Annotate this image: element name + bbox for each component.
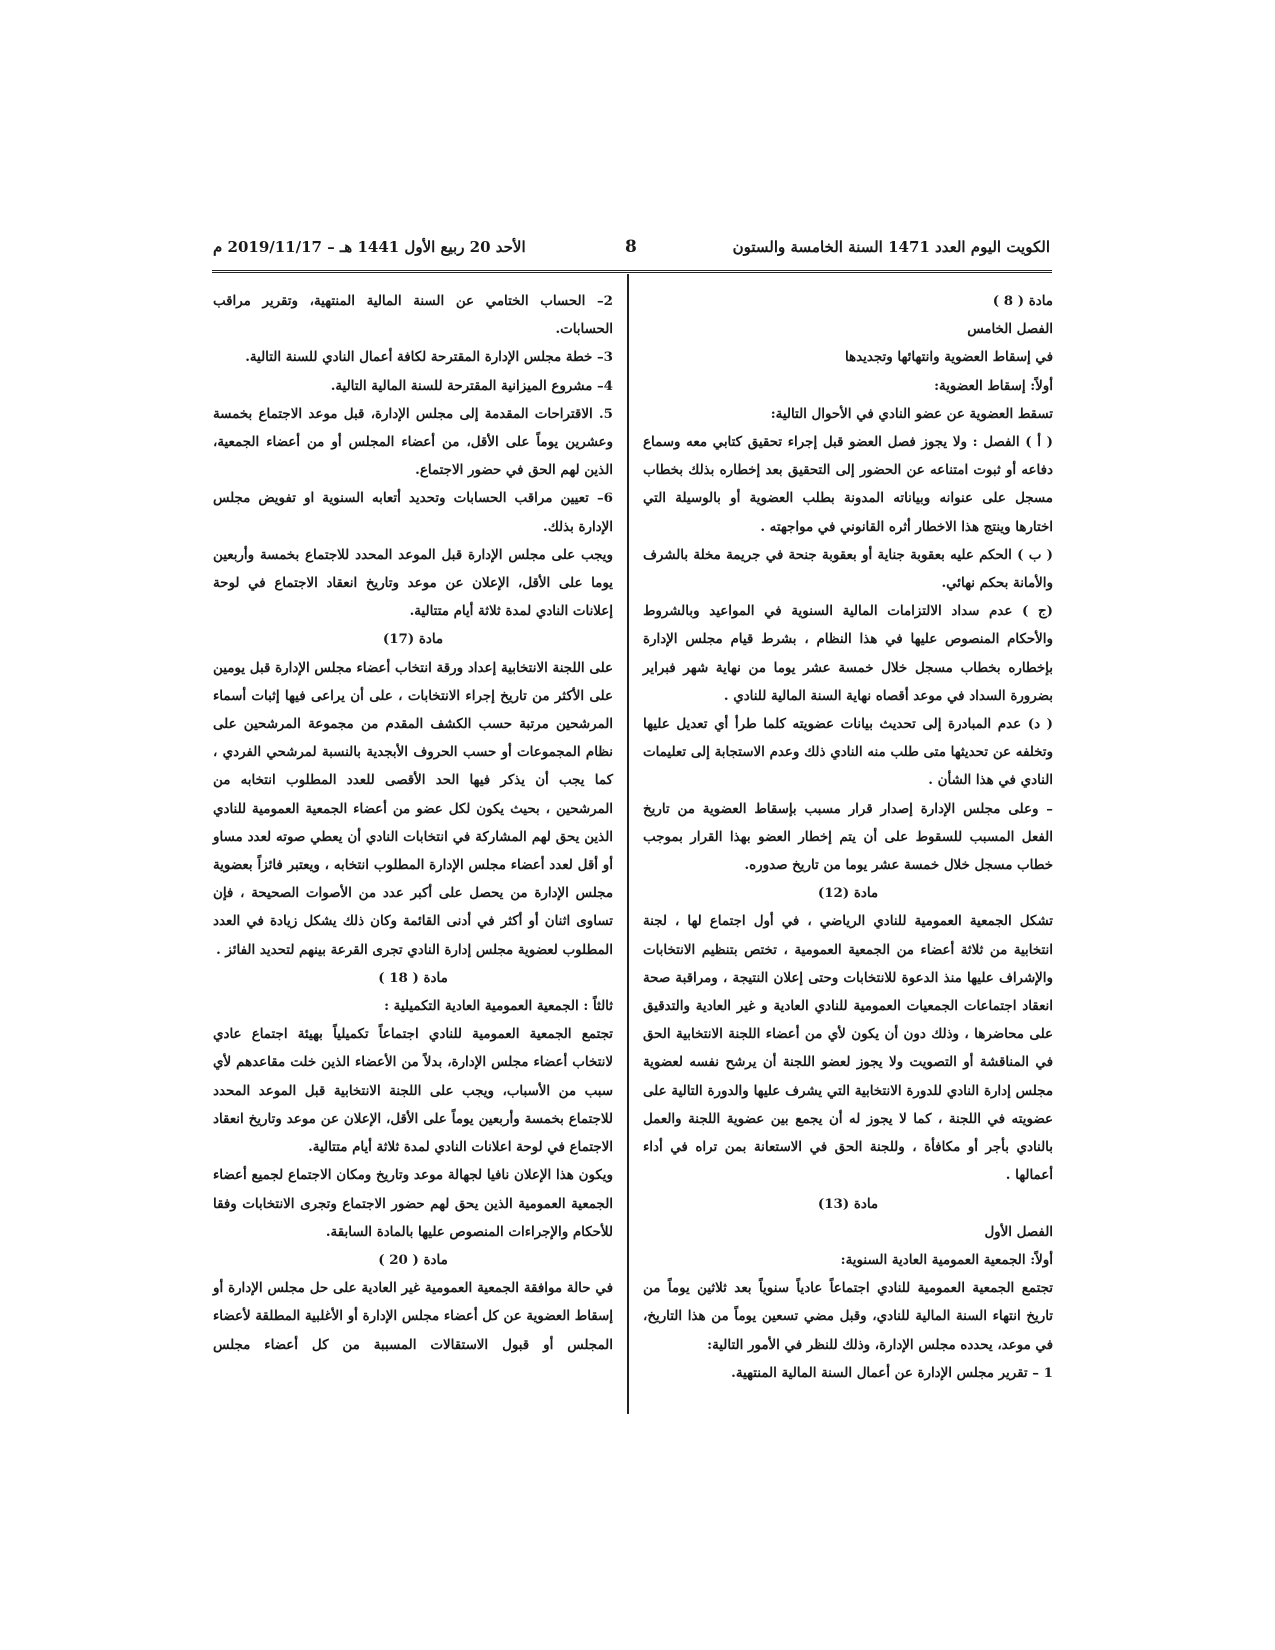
paragraph: ( أ ) الفصل : ولا يجوز فصل العضو قبل إجراء تحقيق كتابي معه وسماع دفاعه أو ثبوت امتناعه عن الحضور إلى التحقيق بعد إخطاره بذلك بخطاب مسجل على عنوانه وبياناته المدونة بطلب العضوية أو بالوسيلة التي اختارها وينتج هذا الاخطار أثره القانوني في مواجهته . (643, 434, 1053, 535)
list-item: 3– خطة مجلس الإدارة المقترحة لكافة أعمال النادي للسنة التالية. (245, 349, 613, 366)
paragraph: – وعلى مجلس الإدارة إصدار قرار مسبب بإسقاط العضوية من تاريخ الفعل المسبب للسقوط على أن يتم إخطار العضو بهذا القرار بموجب خطاب مسجل خلال خمسة عشر يوما من تاريخ صدوره. (643, 800, 1053, 874)
paragraph: ( د) عدم المبادرة إلى تحديث بيانات عضويته كلما طرأ أي تعديل عليها وتخلفه عن تحديثها متى طلب منه النادي ذلك وعدم الاستجابة إلى تعليمات النادي في هذا الشأن . (643, 716, 1053, 789)
left-column (213, 287, 613, 1359)
paragraph: على اللجنة الانتخابية إعداد ورقة انتخاب أعضاء مجلس الإدارة قبل يومين على الأكثر من تاريخ إجراء الانتخابات ، على أن يراعى فيها إثبات أسماء المرشحين مرتبة حسب الكشف المقدم من مجموعة المرشحين على نظام المجموعات أو حسب الحروف الأبجدية بالنسبة لمرشحي الفردي ، كما يجب أن يذكر فيها الحد الأقصى للعدد المطلوب انتخابه من المرشحين ، بحيث يكون لكل عضو من أعضاء الجمعية العمومية للنادي الذين يحق لهم المشاركة في انتخابات النادي أن يعطي صوته لعدد مساو أو أقل لعدد أعضاء مجلس الإدارة المطلوب انتخابه ، ويعتبر فائزاً بعضوية مجلس الإدارة من يحصل على أكبر عدد من الأصوات الصحيحة ، فإن تساوى اثنان أو أكثر في أدنى القائمة وكان ذلك يشكل زيادة في العدد المطلوب لعضوية مجلس إدارة النادي تجرى القرعة بينهم لتحديد الفائز . (213, 659, 613, 958)
list-item: 4– مشروع الميزانية المقترحة للسنة المالية التالية. (330, 377, 613, 394)
right-column (643, 287, 1053, 1387)
paragraph: تشكل الجمعية العمومية للنادي الرياضي ، في أول اجتماع لها ، لجنة انتخابية من ثلاثة أعضاء من الجمعية العمومية ، تختص بتنظيم الانتخابات والإشراف عليها منذ الدعوة للانتخابات وحتى إعلان النتيجة ، ومراقبة صحة انعقاد اجتماعات الجمعيات العمومية للنادي العادية و غير العادية والتدقيق على محاضرها ، وذلك دون أن يكون لأي من أعضاء اللجنة الانتخابية الحق في المناقشة أو التصويت ولا يجوز لعضو اللجنة أن يرشح نفسه لعضوية مجلس إدارة النادي للدورة الانتخابية التي يشرف عليها والدورة التالية على عضويته في اللجنة ، كما لا يجوز له أن يجمع بين عضوية اللجنة والعمل بالنادي بأجر أو مكافأة ، وللجنة الحق في الاستعانة بمن تراه في أداء أعمالها . (643, 913, 1053, 1184)
paragraph: تسقط العضوية عن عضو النادي في الأحوال التالية: (770, 405, 1053, 422)
paragraph: (ج ) عدم سداد الالتزامات المالية السنوية في المواعيد وبالشروط والأحكام المنصوص عليها في هذا النظام ، بشرط قيام مجلس الإدارة بإخطاره بخطاب مسجل خلال خمسة عشر يوما من نهاية شهر فبراير بضرورة السداد في موعد أقصاه نهاية السنة المالية للنادي . (643, 603, 1053, 704)
section-heading: ثالثاً : الجمعية العمومية العادية التكميلية : (384, 998, 613, 1015)
header-divider (212, 270, 1052, 273)
article-heading: مادة (17) (382, 631, 444, 648)
column-divider (627, 274, 629, 1414)
issue-date: الأحد 20 ربيع الأول 1441 هـ – 2019/11/17 م (213, 238, 526, 256)
chapter-subheading: في إسقاط العضوية وانتهائها وتجديدها (844, 349, 1053, 366)
chapter-heading: الفصل الخامس (967, 321, 1053, 338)
gazette-issue: الكويت اليوم العدد 1471 السنة الخامسة والستون (732, 238, 1050, 256)
paragraph: ويكون هذا الإعلان نافيا لجهالة موعد وتاريخ ومكان الاجتماع لجميع أعضاء الجمعية العمومية الذين يحق لهم حضور الاجتماع وتجرى الانتخابات وفقا للأحكام والإجراءات المنصوص عليها بالمادة السابقة. (213, 1167, 613, 1240)
list-item: 6– تعيين مراقب الحسابات وتحديد أتعابه السنوية او تفويض مجلس الإدارة بذلك. (213, 490, 613, 535)
paragraph: تجتمع الجمعية العمومية للنادي اجتماعاً تكميلياً بهيئة اجتماع عادي لانتخاب أعضاء مجلس الإدارة، بدلاً من الأعضاء الذين خلت مقاعدهم لأي سبب من الأسباب، ويجب على اللجنة الانتخابية قبل الموعد المحدد للاجتماع بخمسة وأربعين يوماً على الأقل، الإعلان عن موعد وتاريخ انعقاد الاجتماع في لوحة اعلانات النادي لمدة ثلاثة أيام متتالية. (213, 1026, 613, 1156)
chapter-heading: الفصل الأول (984, 1223, 1053, 1240)
article-heading: مادة ( 20 ) (378, 1251, 448, 1268)
list-item: 5. الاقتراحات المقدمة إلى مجلس الإدارة، قبل موعد الاجتماع بخمسة وعشرين يوماً على الأقل، من أعضاء المجلس أو من أعضاء الجمعية، الذين لهم الحق في حضور الاجتماع. (213, 405, 613, 479)
paragraph: ويجب على مجلس الإدارة قبل الموعد المحدد للاجتماع بخمسة وأربعين يوما على الأقل، الإعلان عن موعد وتاريخ انعقاد الاجتماع في لوحة إعلانات النادي لمدة ثلاثة أيام متتالية. (213, 546, 613, 620)
section-heading: أولاً: الجمعية العمومية العادية السنوية: (840, 1251, 1053, 1268)
paragraph: تجتمع الجمعية العمومية للنادي اجتماعاً عادياً سنوياً بعد ثلاثين يوماً من تاريخ انتهاء السنة المالية للنادي، وقبل مضي تسعين يوماً من هذا التاريخ، في موعد، يحدده مجلس الإدارة، وذلك للنظر في الأمور التالية: (643, 1280, 1053, 1353)
list-item: 1 – تقرير مجلس الإدارة عن أعمال السنة المالية المنتهية. (731, 1364, 1053, 1381)
section-heading: أولاً: إسقاط العضوية: (934, 377, 1053, 394)
paragraph: في حالة موافقة الجمعية العمومية غير العادية على حل مجلس الإدارة أو إسقاط العضوية عن كل أعضاء مجلس الإدارة أو الأغلبية المطلقة لأعضاء المجلس أو قبول الاستقالات المسببة من كل أعضاء مجلس (213, 1280, 613, 1353)
paragraph: ( ب ) الحكم عليه بعقوبة جناية أو بعقوبة جنحة في جريمة مخلة بالشرف والأمانة بحكم نهائي. (643, 546, 1053, 592)
article-heading: مادة ( 18 ) (378, 969, 448, 986)
page-header (213, 238, 1050, 268)
page-number: 8 (625, 237, 637, 257)
article-heading: مادة ( 8 ) (992, 293, 1053, 309)
article-heading: مادة (12) (817, 885, 879, 902)
article-heading: مادة (13) (817, 1195, 879, 1212)
list-item: 2– الحساب الختامي عن السنة المالية المنتهية، وتقرير مراقب الحسابات. (213, 293, 613, 338)
